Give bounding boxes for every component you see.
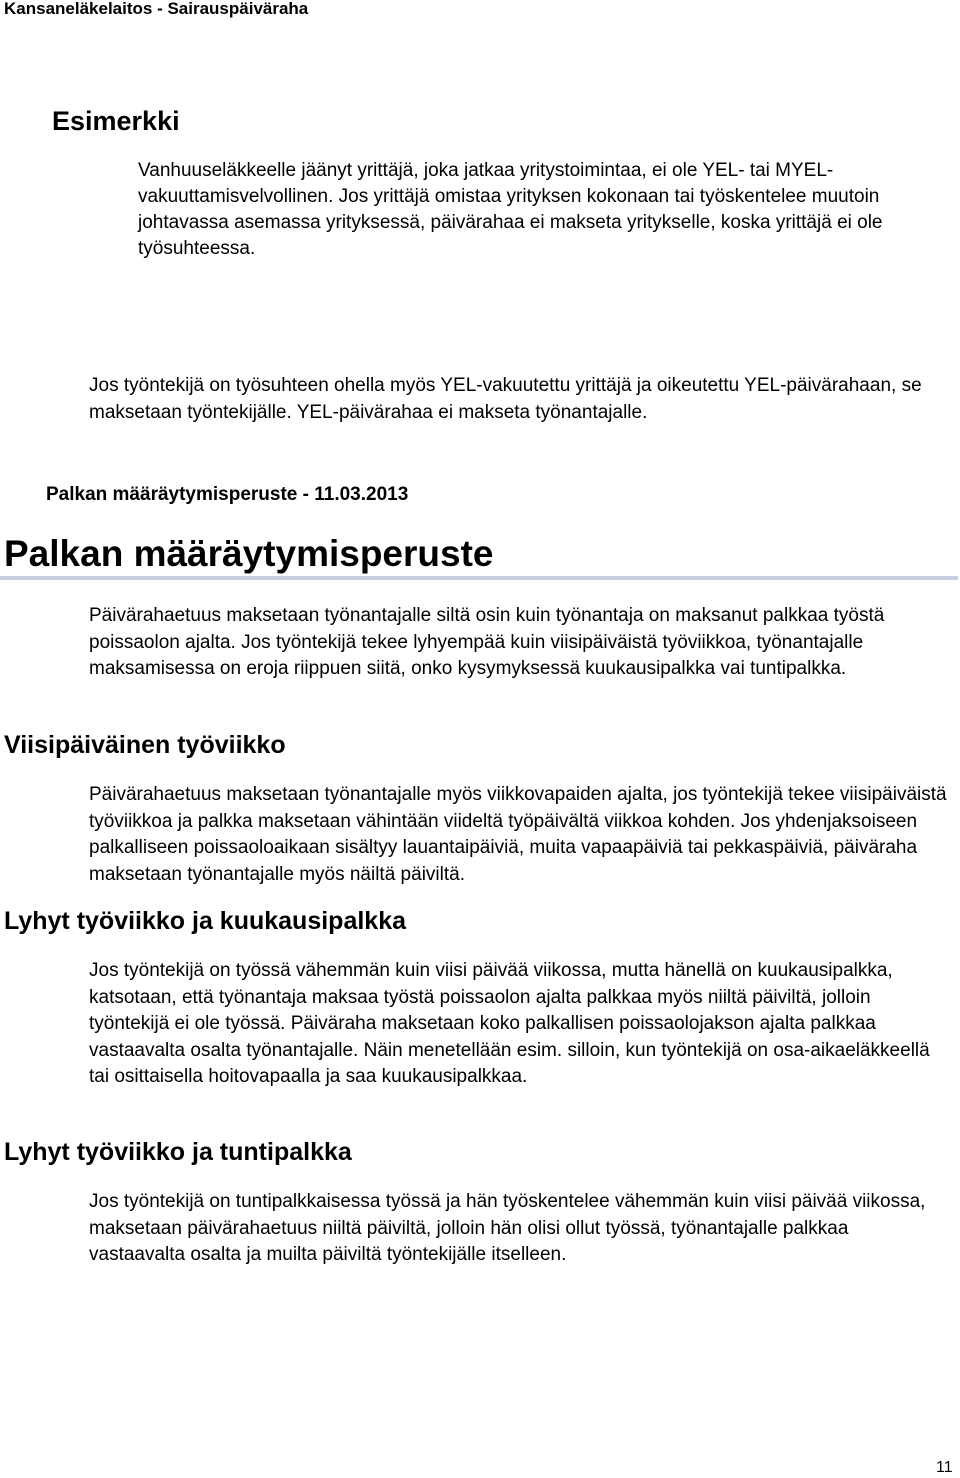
subsection-heading-monthly-pay: Lyhyt työviikko ja kuukausipalkka bbox=[4, 907, 407, 935]
subsection-paragraph-five-day-week: Päivärahaetuus maksetaan työnantajalle myös viikkovapaiden ajalta, jos työntekijä tekee viisipäiväistä työviikkoa ja palkka maksetaan vähintään viideltä työpäivältä viikkoa kohden. Jos yhdenjaksoiseen palkalliseen poissaoloaikaan sisältyy lauantaipäiviä, muita vapaapäiviä tai pekkaspäiviä, päiväraha maksetaan työnantajalle myös näiltä päiviltä. bbox=[89, 784, 947, 885]
example-heading: Esimerkki bbox=[52, 106, 180, 136]
subsection-paragraph-monthly-pay: Jos työntekijä on työssä vähemmän kuin viisi päivää viikossa, mutta hänellä on kuukausipalkka, katsotaan, että työnantaja maksaa työstä poissaolon ajalta palkkaa myös niiltä päiviltä, jolloin työntekijä ei ole työssä. Päiväraha maksetaan koko palkallisen poissaolojakson ajalta palkkaa vastaavalta osalta työnantajalle. Näin menetellään esim. silloin, kun työntekijä on osa-aikaeläkkeellä tai osittaisella hoitovapaalla ja saa kuukausipalkkaa. bbox=[89, 960, 930, 1087]
intro-paragraph: Jos työntekijä on työsuhteen ohella myös YEL-vakuutettu yrittäjä ja oikeutettu YEL-päivärahaan, se maksetaan työntekijälle. YEL-päivärahaa ei makseta työnantajalle. bbox=[89, 375, 922, 423]
page-number: 11 bbox=[936, 1459, 953, 1476]
example-paragraph: Vanhuuseläkkeelle jäänyt yrittäjä, joka jatkaa yritystoimintaa, ei ole YEL- tai MYEL-vakuuttamisvelvollinen. Jos yrittäjä omistaa yrityksen kokonaan tai työskentelee muutoin johtavassa asemassa yrityksessä, päivärahaa ei makseta yritykselle, koska yrittäjä ei ole työsuhteessa. bbox=[138, 160, 883, 259]
section-paragraph: Päivärahaetuus maksetaan työnantajalle siltä osin kuin työnantaja on maksanut palkkaa työstä poissaolon ajalta. Jos työntekijä tekee lyhyempää kuin viisipäiväistä työviikkoa, työnantajalle maksamisessa on eroja riippuen siitä, onko kysymyksessä kuukausipalkka vai tuntipalkka. bbox=[89, 605, 885, 679]
section-subtitle: Palkan määräytymisperuste - 11.03.2013 bbox=[46, 484, 409, 505]
subsection-paragraph-hourly-pay: Jos työntekijä on tuntipalkkaisessa työssä ja hän työskentelee vähemmän kuin viisi päivää viikossa, maksetaan päivärahaetuus niiltä päiviltä, jolloin hän olisi ollut työssä, työnantajalle palkkaa vastaavalta osalta ja muilta päiviltä työntekijälle itselleen. bbox=[89, 1191, 926, 1265]
subsection-heading-hourly-pay: Lyhyt työviikko ja tuntipalkka bbox=[4, 1138, 352, 1166]
title-underline bbox=[0, 576, 958, 580]
subsection-heading-five-day-week: Viisipäiväinen työviikko bbox=[4, 731, 286, 759]
document-header: Kansaneläkelaitos - Sairauspäiväraha bbox=[4, 0, 309, 18]
section-title: Palkan määräytymisperuste bbox=[4, 533, 494, 574]
